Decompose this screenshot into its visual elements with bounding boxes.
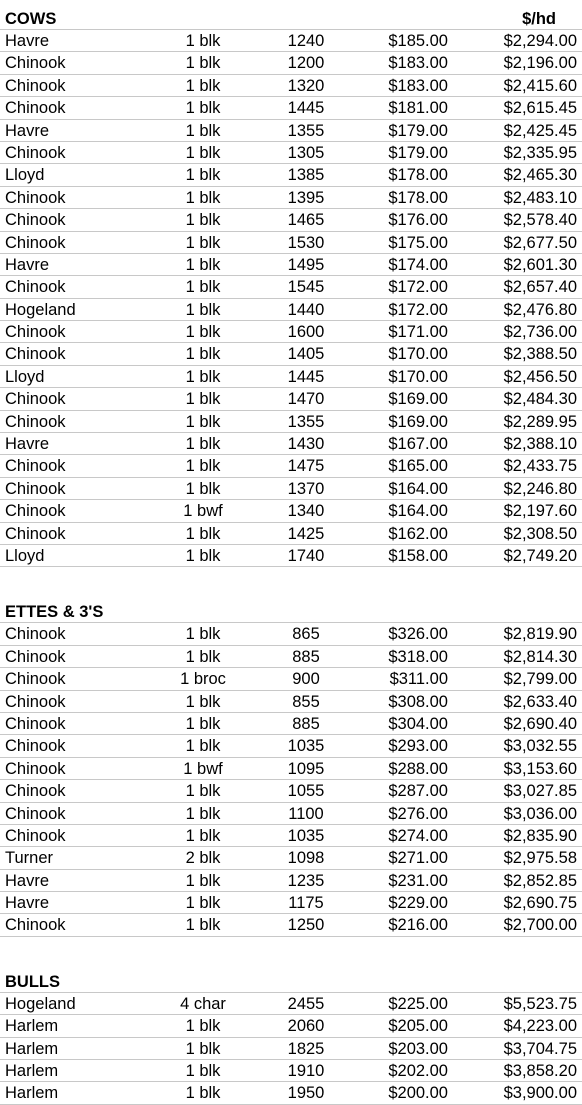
- weight-cell: 1470: [287, 390, 325, 409]
- weight-cell: 1910: [287, 1062, 325, 1081]
- total-cell: $2,749.20: [503, 546, 577, 565]
- description-cell: 1 blk: [185, 345, 221, 364]
- weight-cell: 1035: [287, 826, 325, 845]
- location-cell: Chinook: [5, 390, 66, 409]
- weight-cell: 1475: [287, 457, 325, 476]
- location-cell: Chinook: [5, 233, 66, 252]
- total-cell: $2,335.95: [503, 143, 577, 162]
- weight-cell: 1600: [287, 323, 325, 342]
- price-cell: $304.00: [388, 714, 448, 733]
- weight-cell: 1175: [288, 894, 324, 913]
- price-cell: $183.00: [388, 76, 448, 95]
- total-cell: $2,975.58: [503, 849, 577, 868]
- weight-cell: 885: [292, 647, 320, 666]
- price-cell: $178.00: [388, 166, 448, 185]
- price-cell: $171.00: [388, 323, 448, 342]
- total-cell: $2,197.60: [503, 502, 577, 521]
- description-cell: 2 blk: [185, 849, 221, 868]
- location-cell: Havre: [5, 894, 50, 913]
- table-row: [0, 276, 582, 298]
- price-cell: $164.00: [388, 479, 448, 498]
- total-cell: $2,415.60: [503, 76, 577, 95]
- weight-cell: 865: [292, 625, 320, 644]
- price-cell: $231.00: [388, 871, 448, 890]
- table-row: [0, 455, 582, 477]
- description-cell: 1 blk: [185, 871, 221, 890]
- location-cell: Hogeland: [5, 300, 76, 319]
- location-cell: Chinook: [5, 826, 66, 845]
- price-cell: $172.00: [388, 278, 448, 297]
- location-cell: Chinook: [5, 625, 66, 644]
- weight-cell: 1200: [287, 54, 325, 73]
- description-cell: 1 bwf: [183, 759, 223, 778]
- location-cell: Chinook: [5, 502, 66, 521]
- section-spacer: [0, 567, 582, 601]
- table-row: [0, 500, 582, 522]
- price-cell: $169.00: [388, 412, 448, 431]
- total-cell: $2,289.95: [503, 412, 577, 431]
- total-cell: $2,456.50: [503, 367, 577, 386]
- price-cell: $225.00: [388, 994, 448, 1013]
- price-cell: $172.00: [388, 300, 448, 319]
- description-cell: 1 blk: [185, 300, 221, 319]
- total-cell: $2,690.75: [503, 894, 577, 913]
- location-cell: Chinook: [5, 479, 66, 498]
- weight-cell: 1825: [287, 1039, 325, 1058]
- price-cell: $274.00: [388, 826, 448, 845]
- price-cell: $162.00: [388, 524, 448, 543]
- section-header: [0, 601, 582, 623]
- weight-cell: 1465: [287, 211, 325, 230]
- total-cell: $2,476.80: [503, 300, 577, 319]
- total-cell: $3,704.75: [503, 1039, 577, 1058]
- table-row: [0, 713, 582, 735]
- table-row: [0, 232, 582, 254]
- total-cell: $3,858.20: [503, 1062, 577, 1081]
- total-cell: $3,900.00: [503, 1084, 577, 1103]
- description-cell: 1 blk: [185, 692, 221, 711]
- table-row: [0, 1038, 582, 1060]
- weight-cell: 1545: [287, 278, 325, 297]
- table-row: [0, 343, 582, 365]
- description-cell: 1 blk: [185, 435, 221, 454]
- total-cell: $2,615.45: [503, 99, 577, 118]
- price-cell: $288.00: [388, 759, 448, 778]
- table-row: [0, 478, 582, 500]
- location-cell: Harlem: [5, 1039, 59, 1058]
- table-row: [0, 1060, 582, 1082]
- table-row: [0, 142, 582, 164]
- price-cell: $287.00: [388, 782, 448, 801]
- location-cell: Hogeland: [5, 994, 76, 1013]
- total-cell: $2,852.85: [503, 871, 577, 890]
- price-cell: $174.00: [388, 255, 448, 274]
- weight-cell: 900: [292, 670, 320, 689]
- total-cell: $2,633.40: [503, 692, 577, 711]
- total-cell: $2,308.50: [503, 524, 577, 543]
- total-cell: $2,835.90: [503, 826, 577, 845]
- table-row: [0, 1082, 582, 1104]
- section-title: COWS: [5, 10, 57, 28]
- table-row: [0, 1015, 582, 1037]
- weight-cell: 1320: [287, 76, 325, 95]
- price-cell: $176.00: [388, 211, 448, 230]
- description-cell: 1 blk: [185, 32, 221, 50]
- section-2: [0, 601, 582, 936]
- description-cell: 1 blk: [185, 367, 221, 386]
- location-cell: Chinook: [5, 211, 66, 230]
- total-cell: $2,690.40: [503, 714, 577, 733]
- table-row: [0, 780, 582, 802]
- location-cell: Lloyd: [5, 546, 45, 565]
- location-cell: Chinook: [5, 457, 66, 476]
- description-cell: 1 blk: [185, 1017, 221, 1036]
- price-cell: $165.00: [388, 457, 448, 476]
- description-cell: 1 blk: [185, 737, 221, 756]
- table-row: [0, 993, 582, 1015]
- table-row: [0, 120, 582, 142]
- table-row: [0, 825, 582, 847]
- total-cell: $2,819.90: [503, 625, 577, 644]
- description-cell: 1 bwf: [183, 502, 223, 521]
- section-spacer: [0, 937, 582, 971]
- total-cell: $3,036.00: [503, 804, 577, 823]
- description-cell: 1 blk: [185, 647, 221, 666]
- section-title: BULLS: [5, 972, 60, 991]
- price-cell: $202.00: [388, 1062, 448, 1081]
- location-cell: Chinook: [5, 99, 66, 118]
- price-cell: $271.00: [388, 849, 448, 868]
- total-cell: $5,523.75: [503, 994, 577, 1013]
- price-cell: $326.00: [388, 625, 448, 644]
- weight-cell: 1395: [287, 188, 325, 207]
- total-cell: $2,601.30: [503, 255, 577, 274]
- total-cell: $2,483.10: [503, 188, 577, 207]
- description-cell: 1 blk: [185, 714, 221, 733]
- price-cell: $308.00: [388, 692, 448, 711]
- location-cell: Harlem: [5, 1084, 59, 1103]
- description-cell: 1 blk: [185, 323, 221, 342]
- section-3: [0, 971, 582, 1105]
- description-cell: 1 blk: [185, 625, 221, 644]
- price-cell: $175.00: [388, 233, 448, 252]
- weight-cell: 1355: [287, 412, 325, 431]
- table-row: [0, 75, 582, 97]
- location-cell: Havre: [5, 32, 50, 50]
- table-row: [0, 411, 582, 433]
- per-head-unit-label: $/hd: [522, 10, 556, 28]
- description-cell: 1 blk: [185, 1039, 221, 1058]
- location-cell: Chinook: [5, 714, 66, 733]
- location-cell: Chinook: [5, 524, 66, 543]
- price-cell: $179.00: [388, 143, 448, 162]
- description-cell: 1 blk: [185, 412, 221, 431]
- description-cell: 1 blk: [185, 390, 221, 409]
- weight-cell: 855: [292, 692, 320, 711]
- table-row: [0, 623, 582, 645]
- price-cell: $178.00: [388, 188, 448, 207]
- description-cell: 1 blk: [185, 826, 221, 845]
- location-cell: Chinook: [5, 916, 66, 935]
- table-row: [0, 433, 582, 455]
- weight-cell: 1445: [287, 367, 325, 386]
- total-cell: $2,657.40: [503, 278, 577, 297]
- price-cell: $185.00: [388, 32, 448, 50]
- location-cell: Chinook: [5, 76, 66, 95]
- table-row: [0, 299, 582, 321]
- total-cell: $3,027.85: [503, 782, 577, 801]
- description-cell: 1 blk: [185, 524, 221, 543]
- weight-cell: 1425: [287, 524, 325, 543]
- table-row: [0, 758, 582, 780]
- total-cell: $2,700.00: [503, 916, 577, 935]
- table-row: [0, 164, 582, 186]
- total-cell: $2,578.40: [503, 211, 577, 230]
- location-cell: Turner: [5, 849, 53, 868]
- table-row: [0, 646, 582, 668]
- table-row: [0, 735, 582, 757]
- price-cell: $183.00: [388, 54, 448, 73]
- description-cell: 1 blk: [185, 1084, 221, 1103]
- price-cell: $158.00: [388, 546, 448, 565]
- weight-cell: 1370: [287, 479, 325, 498]
- location-cell: Chinook: [5, 345, 66, 364]
- section-header: [0, 8, 582, 30]
- weight-cell: 1430: [287, 435, 325, 454]
- price-cell: $311.00: [389, 670, 448, 689]
- total-cell: $2,246.80: [503, 479, 577, 498]
- section-title: ETTES & 3'S: [5, 603, 104, 622]
- weight-cell: 885: [292, 714, 320, 733]
- location-cell: Chinook: [5, 412, 66, 431]
- location-cell: Chinook: [5, 804, 66, 823]
- weight-cell: 1530: [287, 233, 325, 252]
- table-row: [0, 209, 582, 231]
- price-cell: $216.00: [388, 916, 448, 935]
- price-cell: $164.00: [388, 502, 448, 521]
- table-row: [0, 668, 582, 690]
- total-cell: $2,433.75: [503, 457, 577, 476]
- location-cell: Chinook: [5, 692, 66, 711]
- weight-cell: 1098: [287, 849, 325, 868]
- table-row: [0, 187, 582, 209]
- description-cell: 1 blk: [185, 99, 221, 118]
- location-cell: Harlem: [5, 1062, 59, 1081]
- weight-cell: 1305: [287, 143, 325, 162]
- description-cell: 1 blk: [185, 804, 221, 823]
- description-cell: 1 blk: [185, 255, 221, 274]
- table-row: [0, 914, 582, 936]
- table-row: [0, 30, 582, 52]
- total-cell: $4,223.00: [503, 1017, 577, 1036]
- weight-cell: 1405: [287, 345, 325, 364]
- total-cell: $2,736.00: [503, 323, 577, 342]
- total-cell: $2,388.10: [503, 435, 577, 454]
- price-cell: $170.00: [388, 367, 448, 386]
- location-cell: Havre: [5, 255, 50, 274]
- table-row: [0, 523, 582, 545]
- description-cell: 1 blk: [185, 479, 221, 498]
- price-cell: $276.00: [388, 804, 448, 823]
- location-cell: Chinook: [5, 782, 66, 801]
- location-cell: Chinook: [5, 54, 66, 73]
- total-cell: $2,425.45: [503, 121, 577, 140]
- description-cell: 1 blk: [185, 76, 221, 95]
- table-row: [0, 52, 582, 74]
- weight-cell: 1340: [287, 502, 325, 521]
- weight-cell: 1740: [287, 546, 325, 565]
- table-row: [0, 847, 582, 869]
- table-row: [0, 691, 582, 713]
- description-cell: 1 blk: [185, 54, 221, 73]
- location-cell: Chinook: [5, 737, 66, 756]
- total-cell: $2,196.00: [503, 54, 577, 73]
- price-cell: $179.00: [388, 121, 448, 140]
- total-cell: $3,153.60: [503, 759, 577, 778]
- description-cell: 1 blk: [185, 121, 221, 140]
- weight-cell: 1355: [287, 121, 325, 140]
- weight-cell: 1385: [287, 166, 325, 185]
- total-cell: $2,814.30: [503, 647, 577, 666]
- table-row: [0, 870, 582, 892]
- table-row: [0, 892, 582, 914]
- table-row: [0, 388, 582, 410]
- table-row: [0, 254, 582, 276]
- total-cell: $2,294.00: [503, 32, 577, 50]
- description-cell: 1 blk: [185, 916, 221, 935]
- total-cell: $3,032.55: [503, 737, 577, 756]
- description-cell: 1 blk: [185, 782, 221, 801]
- description-cell: 1 blk: [185, 457, 221, 476]
- total-cell: $2,677.50: [503, 233, 577, 252]
- description-cell: 1 blk: [185, 1062, 221, 1081]
- weight-cell: 1095: [287, 759, 325, 778]
- weight-cell: 1055: [287, 782, 325, 801]
- description-cell: 1 blk: [185, 143, 221, 162]
- location-cell: Chinook: [5, 323, 66, 342]
- price-cell: $205.00: [388, 1017, 448, 1036]
- weight-cell: 1445: [287, 99, 325, 118]
- price-cell: $229.00: [388, 894, 448, 913]
- location-cell: Chinook: [5, 188, 66, 207]
- location-cell: Harlem: [5, 1017, 59, 1036]
- description-cell: 1 blk: [185, 211, 221, 230]
- description-cell: 4 char: [180, 994, 226, 1013]
- location-cell: Chinook: [5, 647, 66, 666]
- table-row: [0, 321, 582, 343]
- price-cell: $167.00: [388, 435, 448, 454]
- location-cell: Lloyd: [5, 367, 45, 386]
- location-cell: Lloyd: [5, 166, 45, 185]
- price-cell: $181.00: [388, 99, 448, 118]
- location-cell: Havre: [5, 121, 50, 140]
- price-cell: $293.00: [388, 737, 448, 756]
- total-cell: $2,484.30: [503, 390, 577, 409]
- description-cell: 1 blk: [185, 894, 221, 913]
- table-row: [0, 366, 582, 388]
- weight-cell: 1495: [287, 255, 325, 274]
- section-header: [0, 971, 582, 993]
- table-row: [0, 803, 582, 825]
- description-cell: 1 blk: [185, 546, 221, 565]
- location-cell: Chinook: [5, 278, 66, 297]
- price-cell: $169.00: [388, 390, 448, 409]
- total-cell: $2,799.00: [503, 670, 577, 689]
- weight-cell: 1100: [288, 804, 324, 823]
- table-row: [0, 545, 582, 567]
- description-cell: 1 blk: [185, 166, 221, 185]
- price-cell: $200.00: [388, 1084, 448, 1103]
- weight-cell: 1035: [287, 737, 325, 756]
- weight-cell: 1235: [287, 871, 325, 890]
- weight-cell: 2060: [287, 1017, 325, 1036]
- description-cell: 1 blk: [185, 278, 221, 297]
- weight-cell: 1250: [287, 916, 325, 935]
- description-cell: 1 broc: [180, 670, 226, 689]
- location-cell: Havre: [5, 871, 50, 890]
- location-cell: Chinook: [5, 759, 66, 778]
- weight-cell: 1240: [287, 32, 325, 50]
- location-cell: Chinook: [5, 143, 66, 162]
- location-cell: Chinook: [5, 670, 66, 689]
- price-cell: $170.00: [388, 345, 448, 364]
- total-cell: $2,465.30: [503, 166, 577, 185]
- weight-cell: 1950: [287, 1084, 325, 1103]
- description-cell: 1 blk: [185, 233, 221, 252]
- location-cell: Havre: [5, 435, 50, 454]
- price-cell: $318.00: [388, 647, 448, 666]
- price-cell: $203.00: [388, 1039, 448, 1058]
- table-row: [0, 97, 582, 119]
- total-cell: $2,388.50: [503, 345, 577, 364]
- description-cell: 1 blk: [185, 188, 221, 207]
- weight-cell: 2455: [287, 994, 325, 1013]
- weight-cell: 1440: [287, 300, 325, 319]
